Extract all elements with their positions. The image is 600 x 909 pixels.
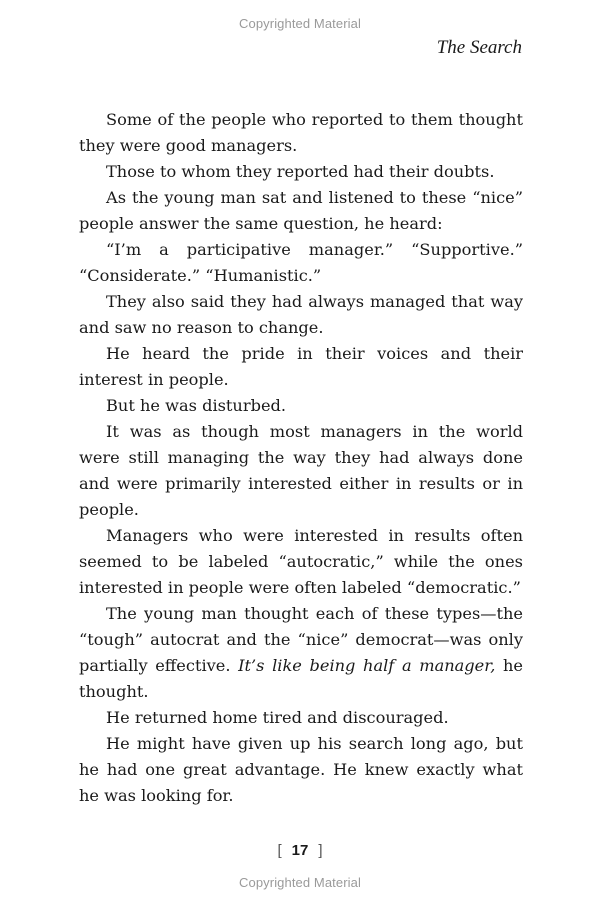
paragraph: They also said they had always managed that way and saw no reason to change. bbox=[79, 292, 523, 337]
paragraph: “I’m a participative manager.” “Supportive.” “Considerate.” “Humanistic.” bbox=[79, 240, 523, 285]
body-text bbox=[79, 107, 523, 809]
paragraph-text: The young man thought each of these types—the “tough” autocrat and the “nice” democrat—was only partially effective. bbox=[79, 604, 523, 675]
folio-bracket-close: ] bbox=[318, 842, 323, 859]
paragraph-text: he thought. bbox=[79, 656, 524, 701]
paragraph: He returned home tired and discouraged. bbox=[106, 708, 449, 727]
paragraph: He heard the pride in their voices and their interest in people. bbox=[79, 344, 523, 389]
folio-bracket-open: [ bbox=[277, 842, 282, 859]
paragraph: Managers who were interested in results often seemed to be labeled “autocratic,” while the ones interested in people were often labeled “democratic.” bbox=[79, 526, 523, 597]
copyright-watermark-top: Copyrighted Material bbox=[239, 16, 361, 31]
copyright-watermark-bottom: Copyrighted Material bbox=[239, 875, 361, 890]
italic-phrase: It’s like being half a manager, bbox=[238, 656, 496, 675]
paragraph: But he was disturbed. bbox=[106, 396, 287, 415]
page-number bbox=[0, 842, 600, 859]
running-head: The Search bbox=[436, 37, 522, 58]
paragraph: Those to whom they reported had their doubts. bbox=[106, 162, 495, 181]
paragraph: As the young man sat and listened to these “nice” people answer the same question, he heard: bbox=[79, 188, 523, 233]
paragraph: Some of the people who reported to them thought they were good managers. bbox=[79, 110, 523, 155]
paragraph: He might have given up his search long ago, but he had one great advantage. He knew exactly what he was looking for. bbox=[79, 734, 523, 805]
paragraph: It was as though most managers in the world were still managing the way they had always done and were primarily interested either in results or in people. bbox=[79, 422, 523, 519]
paragraph bbox=[79, 601, 523, 705]
folio-number: 17 bbox=[291, 842, 309, 859]
